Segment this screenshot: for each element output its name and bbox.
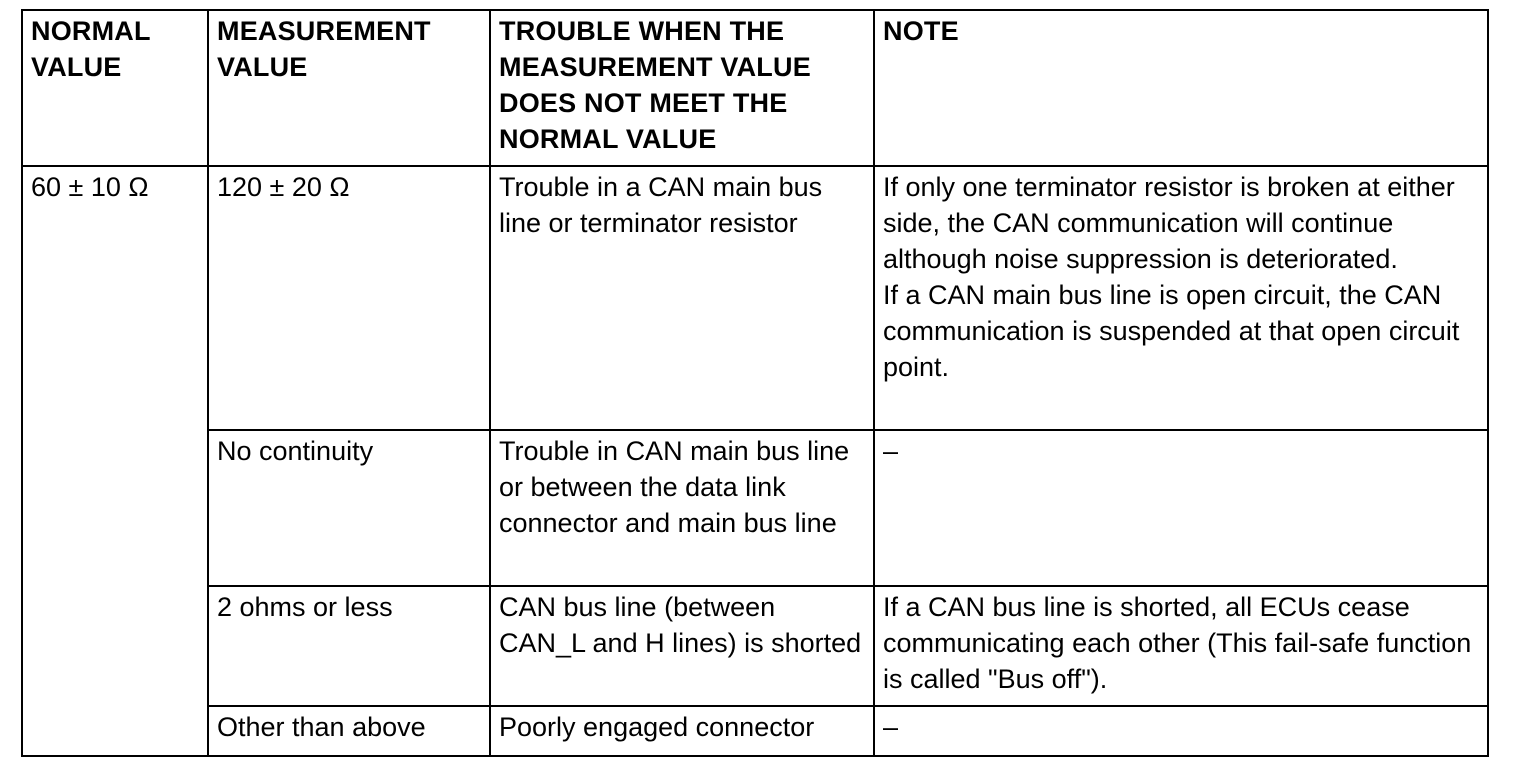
note-cell bbox=[874, 166, 1488, 430]
measurement-cell: Other than above bbox=[208, 706, 490, 756]
note-dash: – bbox=[883, 436, 899, 466]
table-header-row bbox=[22, 10, 1488, 166]
trouble-cell: Trouble in CAN main bus line or between the data link connector and main bus line bbox=[490, 430, 874, 586]
measurement-cell: 120 ± 20 Ω bbox=[208, 166, 490, 430]
note-paragraph: If only one terminator resistor is broken at either side, the CAN communication will continue although noise suppression is deteriorated. bbox=[883, 172, 1455, 274]
trouble-cell: CAN bus line (between CAN_L and H lines) is shorted bbox=[490, 586, 874, 706]
header-trouble: TROUBLE WHEN THE MEASUREMENT VALUE DOES NOT MEET THE NORMAL VALUE bbox=[490, 10, 874, 166]
table-row bbox=[22, 586, 1488, 706]
note-dash: – bbox=[883, 712, 899, 742]
normal-value-cell: 60 ± 10 Ω bbox=[22, 166, 208, 756]
header-measurement-value: MEASUREMENT VALUE bbox=[208, 10, 490, 166]
table-row bbox=[22, 430, 1488, 586]
table-row bbox=[22, 166, 1488, 430]
note-cell bbox=[874, 706, 1488, 756]
header-note: NOTE bbox=[874, 10, 1488, 166]
table-row bbox=[22, 706, 1488, 756]
note-cell bbox=[874, 430, 1488, 586]
note-paragraph: If a CAN main bus line is open circuit, the CAN communication is suspended at that open circuit point. bbox=[883, 280, 1460, 382]
measurement-cell: No continuity bbox=[208, 430, 490, 586]
trouble-cell: Poorly engaged connector bbox=[490, 706, 874, 756]
trouble-cell: Trouble in a CAN main bus line or terminator resistor bbox=[490, 166, 874, 430]
measurement-cell: 2 ohms or less bbox=[208, 586, 490, 706]
can-bus-resistance-table bbox=[21, 9, 1489, 757]
header-normal-value: NORMAL VALUE bbox=[22, 10, 208, 166]
note-cell: If a CAN bus line is shorted, all ECUs cease communicating each other (This fail-safe function is called "Bus off"). bbox=[874, 586, 1488, 706]
